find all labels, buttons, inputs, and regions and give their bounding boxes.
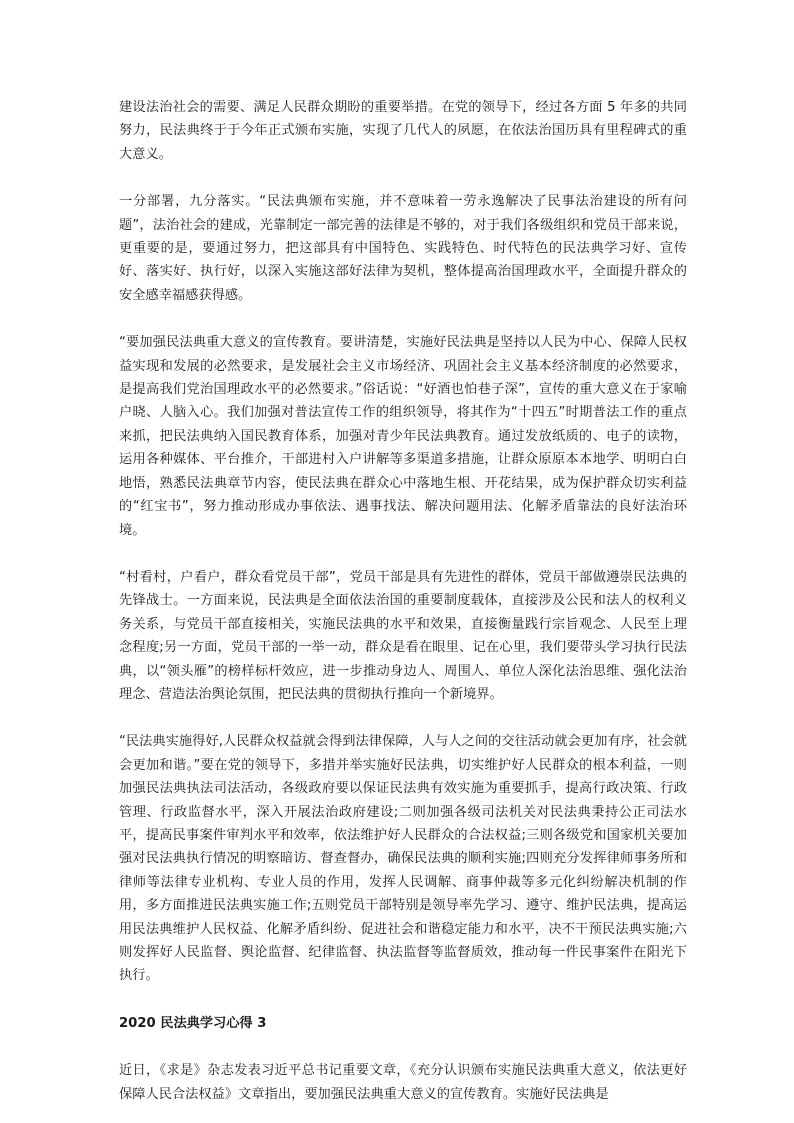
document-body xyxy=(119,96,687,1106)
paragraph-spacer xyxy=(119,166,687,190)
paragraph-4: “村看村，户看户，群众看党员干部”，党员干部是具有先进性的群体，党员干部做遵崇民法典的先锋战士。一方面来说，民法典是全面依法治国的重要制度载体，直接涉及公民和法人的权利义务关系，与党员干部直接相关，实施民法典的水平和效果，直接衡量践行宗旨观念、人民至上理念程度;另一方面，党员干部的一举一动，群众是看在眼里、记在心里，我们要带头学习执行民法典，以“领头雁”的榜样标杆效应，进一步推动身边人、周围人、单位人深化法治思维、强化法治理念、营造法治舆论氛围，把民法典的贯彻执行推向一个新境界。 xyxy=(119,569,687,702)
paragraph-3: “要加强民法典重大意义的宣传教育。要讲清楚，实施好民法典是坚持以人民为中心、保障人民权益实现和发展的必然要求，是发展社会主义市场经济、巩固社会主义基本经济制度的必然要求，是提高我们党治国理政水平的必然要求。”俗话说：“好酒也怕巷子深”，宣传的重大意义在于家喻户晓、人脑入心。我们加强对普法宣传工作的组织领导，将其作为“十四五”时期普法工作的重点来抓，把民法典纳入国民教育体系，加强对青少年民法典教育。通过发放纸质的、电子的读物，运用各种媒体、平台推介，干部进村入户讲解等多渠道多措施，让群众原原本本地学、明明白白地悟，熟悉民法典章节内容，使民法典在群众心中落地生根、开花结果，成为保护群众切实利益的“红宝书”，努力推动形成办事依法、遇事找法、解决问题用法、化解矛盾靠法的良好法治环境。 xyxy=(119,335,687,538)
paragraph-spacer xyxy=(119,988,687,1012)
paragraph-spacer xyxy=(119,706,687,730)
section-heading: 2020 民法典学习心得 3 xyxy=(119,1015,267,1031)
paragraph-spacer xyxy=(119,307,687,331)
paragraph-5: “民法典实施得好,人民群众权益就会得到法律保障，人与人之间的交往活动就会更加有序，社会就会更加和谐。”要在党的领导下，多措并举实施好民法典，切实维护好人民群众的根本利益，一则加强民法典执法司法活动，各级政府要以保证民法典有效实施为重要抓手，提高行政决策、行政管理、行政监督水平，深入开展法治政府建设;二则加强各级司法机关对民法典秉持公正司法水平，提高民事案件审判水平和效率，依法维护好人民群众的合法权益;三则各级党和国家机关要加强对民法典执行情况的明察暗访、督查督办，确保民法典的顺利实施;四则充分发挥律师事务所和律师等法律专业机构、专业人员的作用，发挥人民调解、商事仲裁等多元化纠纷解决机制的作用，多方面推进民法典实施工作;五则党员干部特别是领导率先学习、遵守、维护民法典，提高运用民法典维护人民权益、化解矛盾纠纷、促进社会和谐稳定能力和水平，决不干预民法典实施;六则发挥好人民监督、舆论监督、纪律监督、执法监督等监督质效，推动每一件民事案件在阳光下执行。 xyxy=(119,734,687,984)
paragraph-6: 近日，《求是》杂志发表习近平总书记重要文章，《充分认识颁布实施民法典重大意义，依法更好保障人民合法权益》文章指出，要加强民法典重大意义的宣传教育。实施好民法典是 xyxy=(119,1063,687,1102)
paragraph-spacer xyxy=(119,542,687,566)
paragraph-spacer xyxy=(119,1035,687,1059)
paragraph-2: 一分部署，九分落实。“民法典颁布实施，并不意味着一劳永逸解决了民事法治建设的所有问题”，法治社会的建成，光靠制定一部完善的法律是不够的，对于我们各级组织和党员干部来说，更重要的是，要通过努力，把这部具有中国特色、实践特色、时代特色的民法典学习好、宣传好、落实好、执行好，以深入实施这部好法律为契机，整体提高治国理政水平，全面提升群众的安全感幸福感获得感。 xyxy=(119,194,687,303)
paragraph-1: 建设法治社会的需要、满足人民群众期盼的重要举措。在党的领导下，经过各方面 5 年多的共同努力，民法典终于于今年正式颁布实施，实现了几代人的夙愿，在依法治国历具有里程碑式的重大意义。 xyxy=(119,100,687,162)
